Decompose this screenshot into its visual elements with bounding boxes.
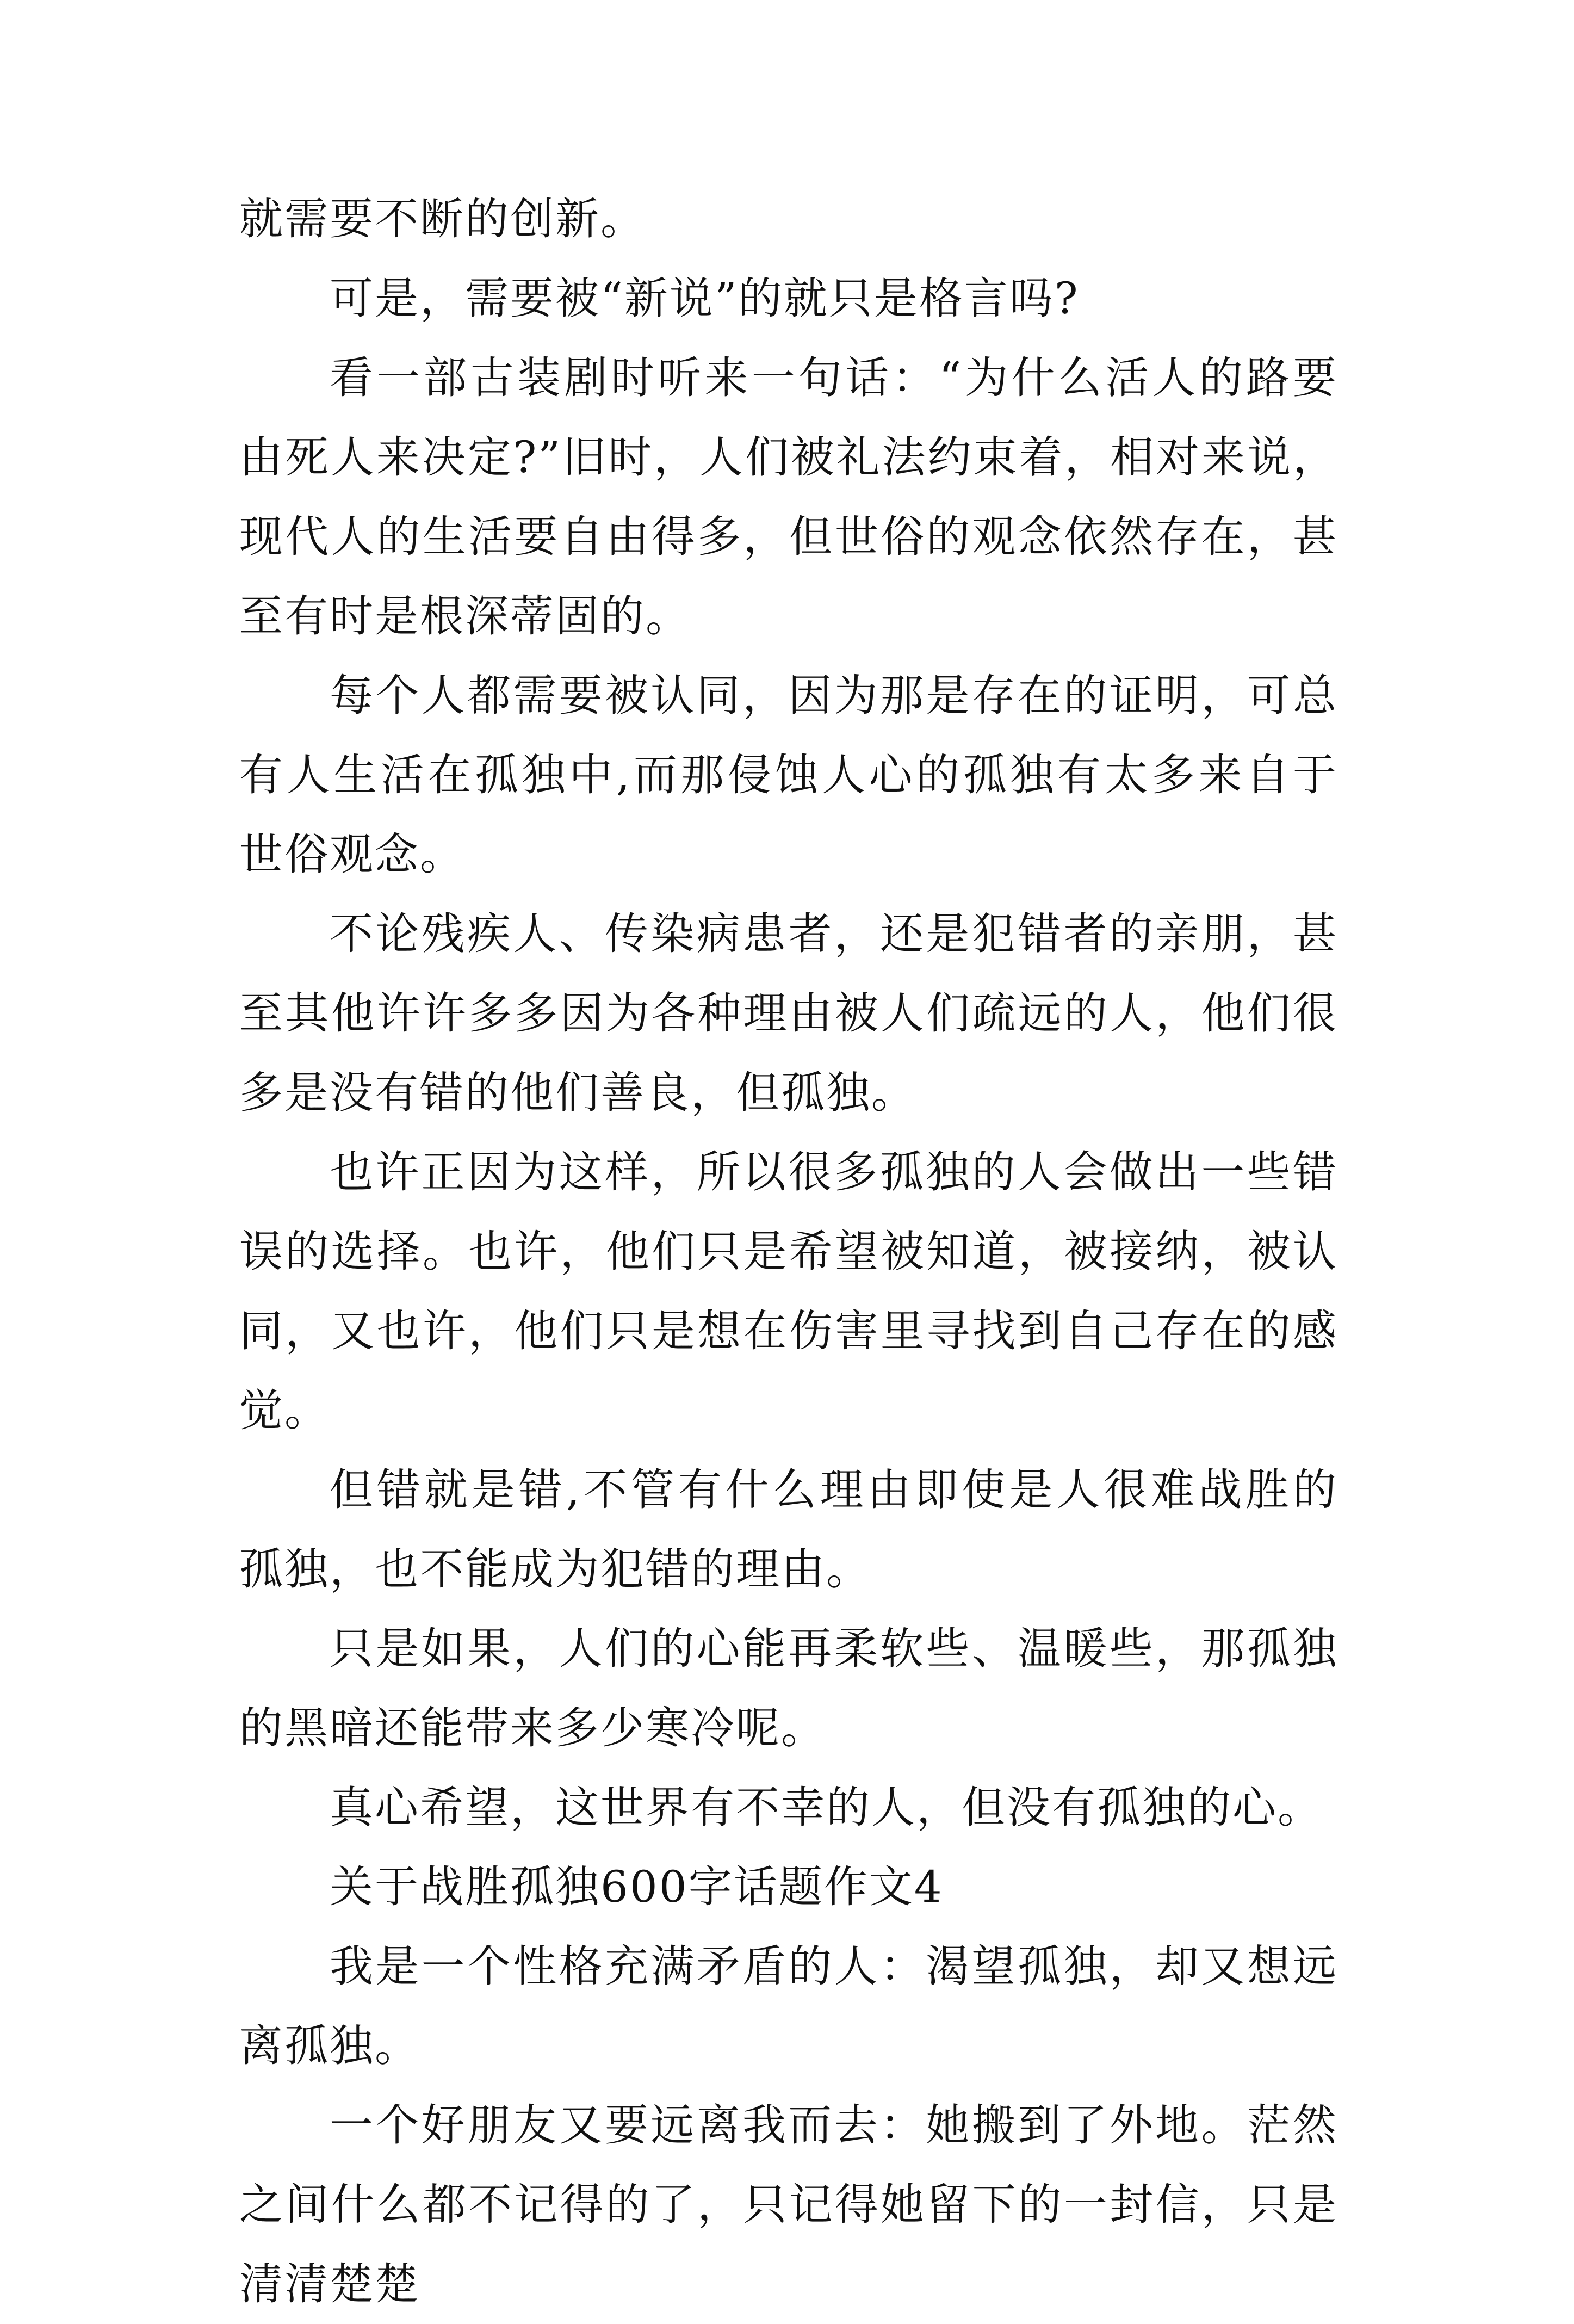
document-body — [239, 180, 1338, 2324]
paragraph-10: 我是一个性格充满矛盾的人：渴望孤独，却又想远离孤独。 — [239, 1941, 1338, 2071]
paragraph-5: 不论残疾人、传染病患者，还是犯错者的亲朋，甚至其他许许多多因为各种理由被人们疏远的人，他们很多是没有错的他们善良，但孤独。 — [239, 908, 1338, 1118]
paragraph-6: 也许正因为这样，所以很多孤独的人会做出一些错误的选择。也许，他们只是希望被知道，被接纳，被认同，又也许，他们只是想在伤害里寻找到自己存在的感觉。 — [239, 1147, 1338, 1436]
paragraph-9: 真心希望，这世界有不幸的人，但没有孤独的心。 — [330, 1782, 1323, 1833]
paragraph-1: 就需要不断的创新。 — [239, 194, 646, 244]
paragraph-8: 只是如果，人们的心能再柔软些、温暖些，那孤独的黑暗还能带来多少寒冷呢。 — [239, 1623, 1338, 1753]
paragraph-4: 每个人都需要被认同，因为那是存在的证明，可总有人生活在孤独中,而那侵蚀人心的孤独有太多来自于世俗观念。 — [239, 670, 1338, 880]
paragraph-2: 可是，需要被“新说”的就只是格言吗? — [330, 273, 1080, 324]
paragraph-7: 但错就是错,不管有什么理由即使是人很难战胜的孤独，也不能成为犯错的理由。 — [239, 1464, 1338, 1594]
paragraph-3: 看一部古装剧时听来一句话：“为什么活人的路要由死人来决定?”旧时，人们被礼法约束着，相对来说，现代人的生活要自由得多，但世俗的观念依然存在，甚至有时是根深蒂固的。 — [239, 353, 1338, 641]
section-heading: 关于战胜孤独600字话题作文4 — [330, 1862, 944, 1912]
paragraph-11: 一个好朋友又要远离我而去：她搬到了外地。茫然之间什么都不记得的了，只记得她留下的一封信，只是清清楚楚 — [239, 2100, 1338, 2309]
